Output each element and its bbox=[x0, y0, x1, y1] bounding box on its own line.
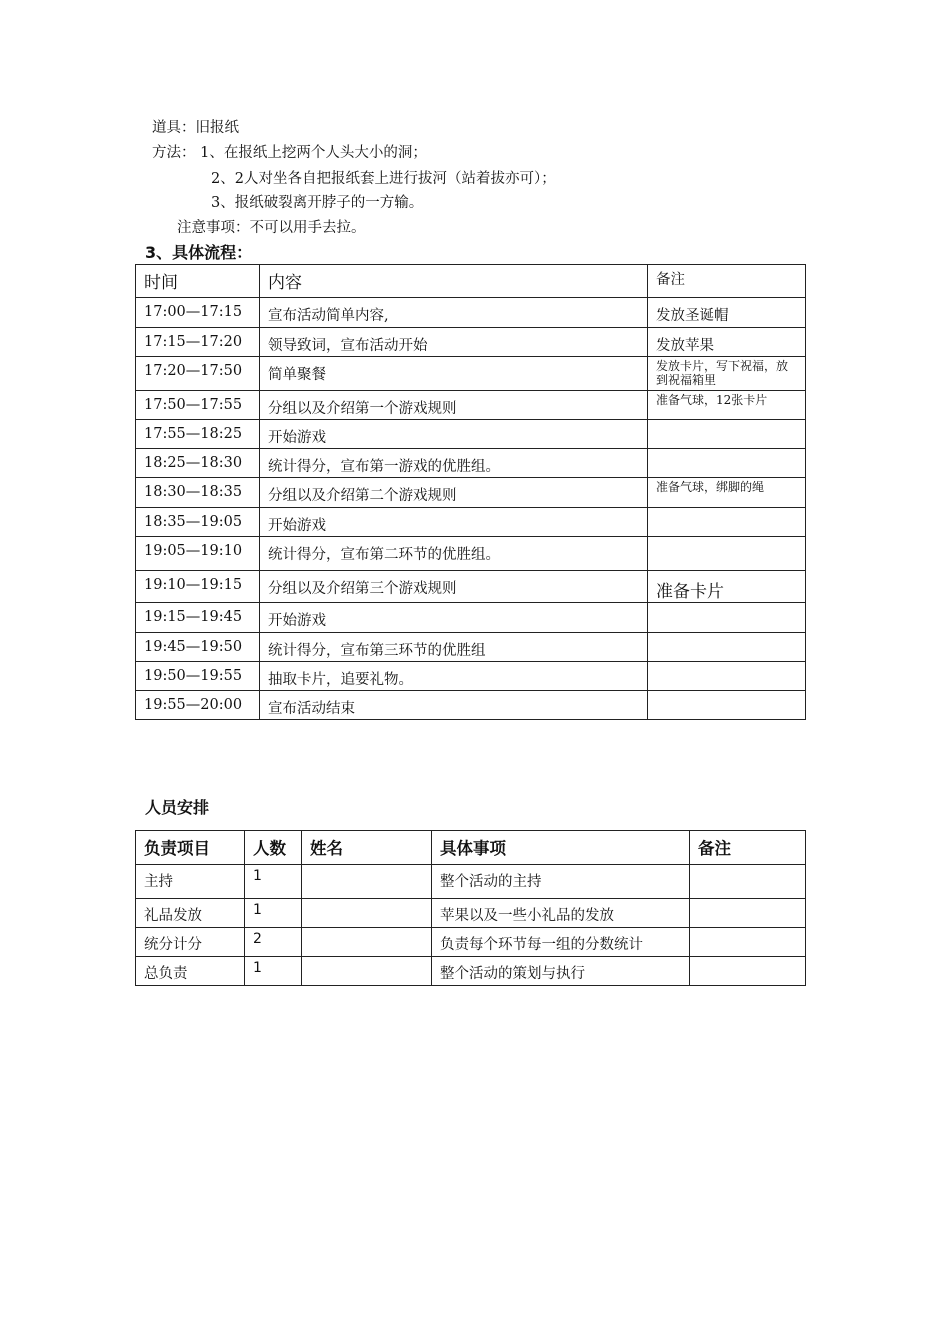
row-time: 19:45—19:50 bbox=[136, 633, 260, 662]
row-time: 17:15—17:20 bbox=[136, 328, 260, 357]
row-item: 礼品发放 bbox=[136, 899, 245, 928]
row-name bbox=[302, 865, 432, 899]
row-note bbox=[648, 603, 806, 633]
row-content: 分组以及介绍第一个游戏规则 bbox=[260, 391, 648, 420]
row-note bbox=[690, 957, 806, 986]
table-row bbox=[136, 478, 806, 508]
row-content: 抽取卡片，追要礼物。 bbox=[260, 662, 648, 691]
header-item: 负责项目 bbox=[136, 831, 245, 865]
header-name: 姓名 bbox=[302, 831, 432, 865]
row-content: 开始游戏 bbox=[260, 508, 648, 537]
row-task: 苹果以及一些小礼品的发放 bbox=[432, 899, 690, 928]
row-note bbox=[648, 508, 806, 537]
row-note bbox=[648, 420, 806, 449]
table-row bbox=[136, 508, 806, 537]
row-note bbox=[690, 899, 806, 928]
row-note: 发放卡片，写下祝福，放到祝福箱里 bbox=[648, 357, 806, 391]
row-content: 领导致词，宣布活动开始 bbox=[260, 328, 648, 357]
row-note: 发放圣诞帽 bbox=[648, 298, 806, 328]
row-name bbox=[302, 928, 432, 957]
row-time: 19:55—20:00 bbox=[136, 691, 260, 720]
row-time: 19:50—19:55 bbox=[136, 662, 260, 691]
row-time: 18:35—19:05 bbox=[136, 508, 260, 537]
method-line-3: 3、报纸破裂离开脖子的一方输。 bbox=[211, 195, 424, 211]
props-line: 道具：旧报纸 bbox=[152, 120, 239, 136]
row-time: 19:15—19:45 bbox=[136, 603, 260, 633]
row-note bbox=[648, 662, 806, 691]
row-count: 1 bbox=[245, 865, 302, 899]
row-time: 17:00—17:15 bbox=[136, 298, 260, 328]
table-row bbox=[136, 662, 806, 691]
header-task: 具体事项 bbox=[432, 831, 690, 865]
row-time: 19:05—19:10 bbox=[136, 537, 260, 571]
table-row bbox=[136, 537, 806, 571]
row-note bbox=[690, 928, 806, 957]
row-name bbox=[302, 957, 432, 986]
row-content: 统计得分，宣布第二环节的优胜组。 bbox=[260, 537, 648, 571]
row-time: 17:50—17:55 bbox=[136, 391, 260, 420]
table-row bbox=[136, 633, 806, 662]
row-content: 开始游戏 bbox=[260, 603, 648, 633]
staff-heading: 人员安排 bbox=[145, 798, 210, 817]
schedule-header-row bbox=[136, 265, 806, 298]
row-item: 主持 bbox=[136, 865, 245, 899]
row-time: 19:10—19:15 bbox=[136, 571, 260, 603]
header-count: 人数 bbox=[245, 831, 302, 865]
row-note bbox=[648, 633, 806, 662]
table-row bbox=[136, 865, 806, 899]
row-note bbox=[648, 691, 806, 720]
row-task: 整个活动的主持 bbox=[432, 865, 690, 899]
row-content: 开始游戏 bbox=[260, 420, 648, 449]
row-time: 18:25—18:30 bbox=[136, 449, 260, 478]
row-content: 宣布活动简单内容, bbox=[260, 298, 648, 328]
row-note: 发放苹果 bbox=[648, 328, 806, 357]
table-row bbox=[136, 449, 806, 478]
table-row bbox=[136, 420, 806, 449]
row-count: 1 bbox=[245, 899, 302, 928]
row-time: 17:55—18:25 bbox=[136, 420, 260, 449]
row-time: 18:30—18:35 bbox=[136, 478, 260, 508]
schedule-heading: 3、具体流程： bbox=[145, 243, 253, 262]
row-note bbox=[648, 449, 806, 478]
table-row bbox=[136, 298, 806, 328]
row-item: 总负责 bbox=[136, 957, 245, 986]
row-note: 准备卡片 bbox=[648, 571, 806, 603]
header-content: 内容 bbox=[260, 265, 648, 298]
row-content: 分组以及介绍第二个游戏规则 bbox=[260, 478, 648, 508]
row-note: 准备气球，12张卡片 bbox=[648, 391, 806, 420]
schedule-table bbox=[135, 264, 806, 720]
row-count: 2 bbox=[245, 928, 302, 957]
method-line-1: 方法： 1、在报纸上挖两个人头大小的洞； bbox=[152, 145, 427, 161]
row-content: 简单聚餐 bbox=[260, 357, 648, 391]
row-content: 统计得分，宣布第一游戏的优胜组。 bbox=[260, 449, 648, 478]
table-row bbox=[136, 603, 806, 633]
table-row bbox=[136, 957, 806, 986]
row-count: 1 bbox=[245, 957, 302, 986]
table-row bbox=[136, 391, 806, 420]
method-line-2: 2、2人对坐各自把报纸套上进行拔河（站着拔亦可）； bbox=[211, 171, 556, 187]
row-task: 负责每个环节每一组的分数统计 bbox=[432, 928, 690, 957]
table-row bbox=[136, 571, 806, 603]
table-row bbox=[136, 328, 806, 357]
row-name bbox=[302, 899, 432, 928]
row-item: 统分计分 bbox=[136, 928, 245, 957]
staff-table bbox=[135, 830, 806, 986]
header-note: 备注 bbox=[648, 265, 806, 298]
table-row bbox=[136, 928, 806, 957]
header-time: 时间 bbox=[136, 265, 260, 298]
table-row bbox=[136, 691, 806, 720]
header-note: 备注 bbox=[690, 831, 806, 865]
row-content: 宣布活动结束 bbox=[260, 691, 648, 720]
staff-header-row bbox=[136, 831, 806, 865]
row-note: 准备气球，绑脚的绳 bbox=[648, 478, 806, 508]
row-content: 统计得分，宣布第三环节的优胜组 bbox=[260, 633, 648, 662]
row-time: 17:20—17:50 bbox=[136, 357, 260, 391]
row-note bbox=[690, 865, 806, 899]
table-row bbox=[136, 899, 806, 928]
table-row bbox=[136, 357, 806, 391]
notice-line: 注意事项：不可以用手去拉。 bbox=[177, 220, 366, 236]
row-content: 分组以及介绍第三个游戏规则 bbox=[260, 571, 648, 603]
row-task: 整个活动的策划与执行 bbox=[432, 957, 690, 986]
row-note bbox=[648, 537, 806, 571]
